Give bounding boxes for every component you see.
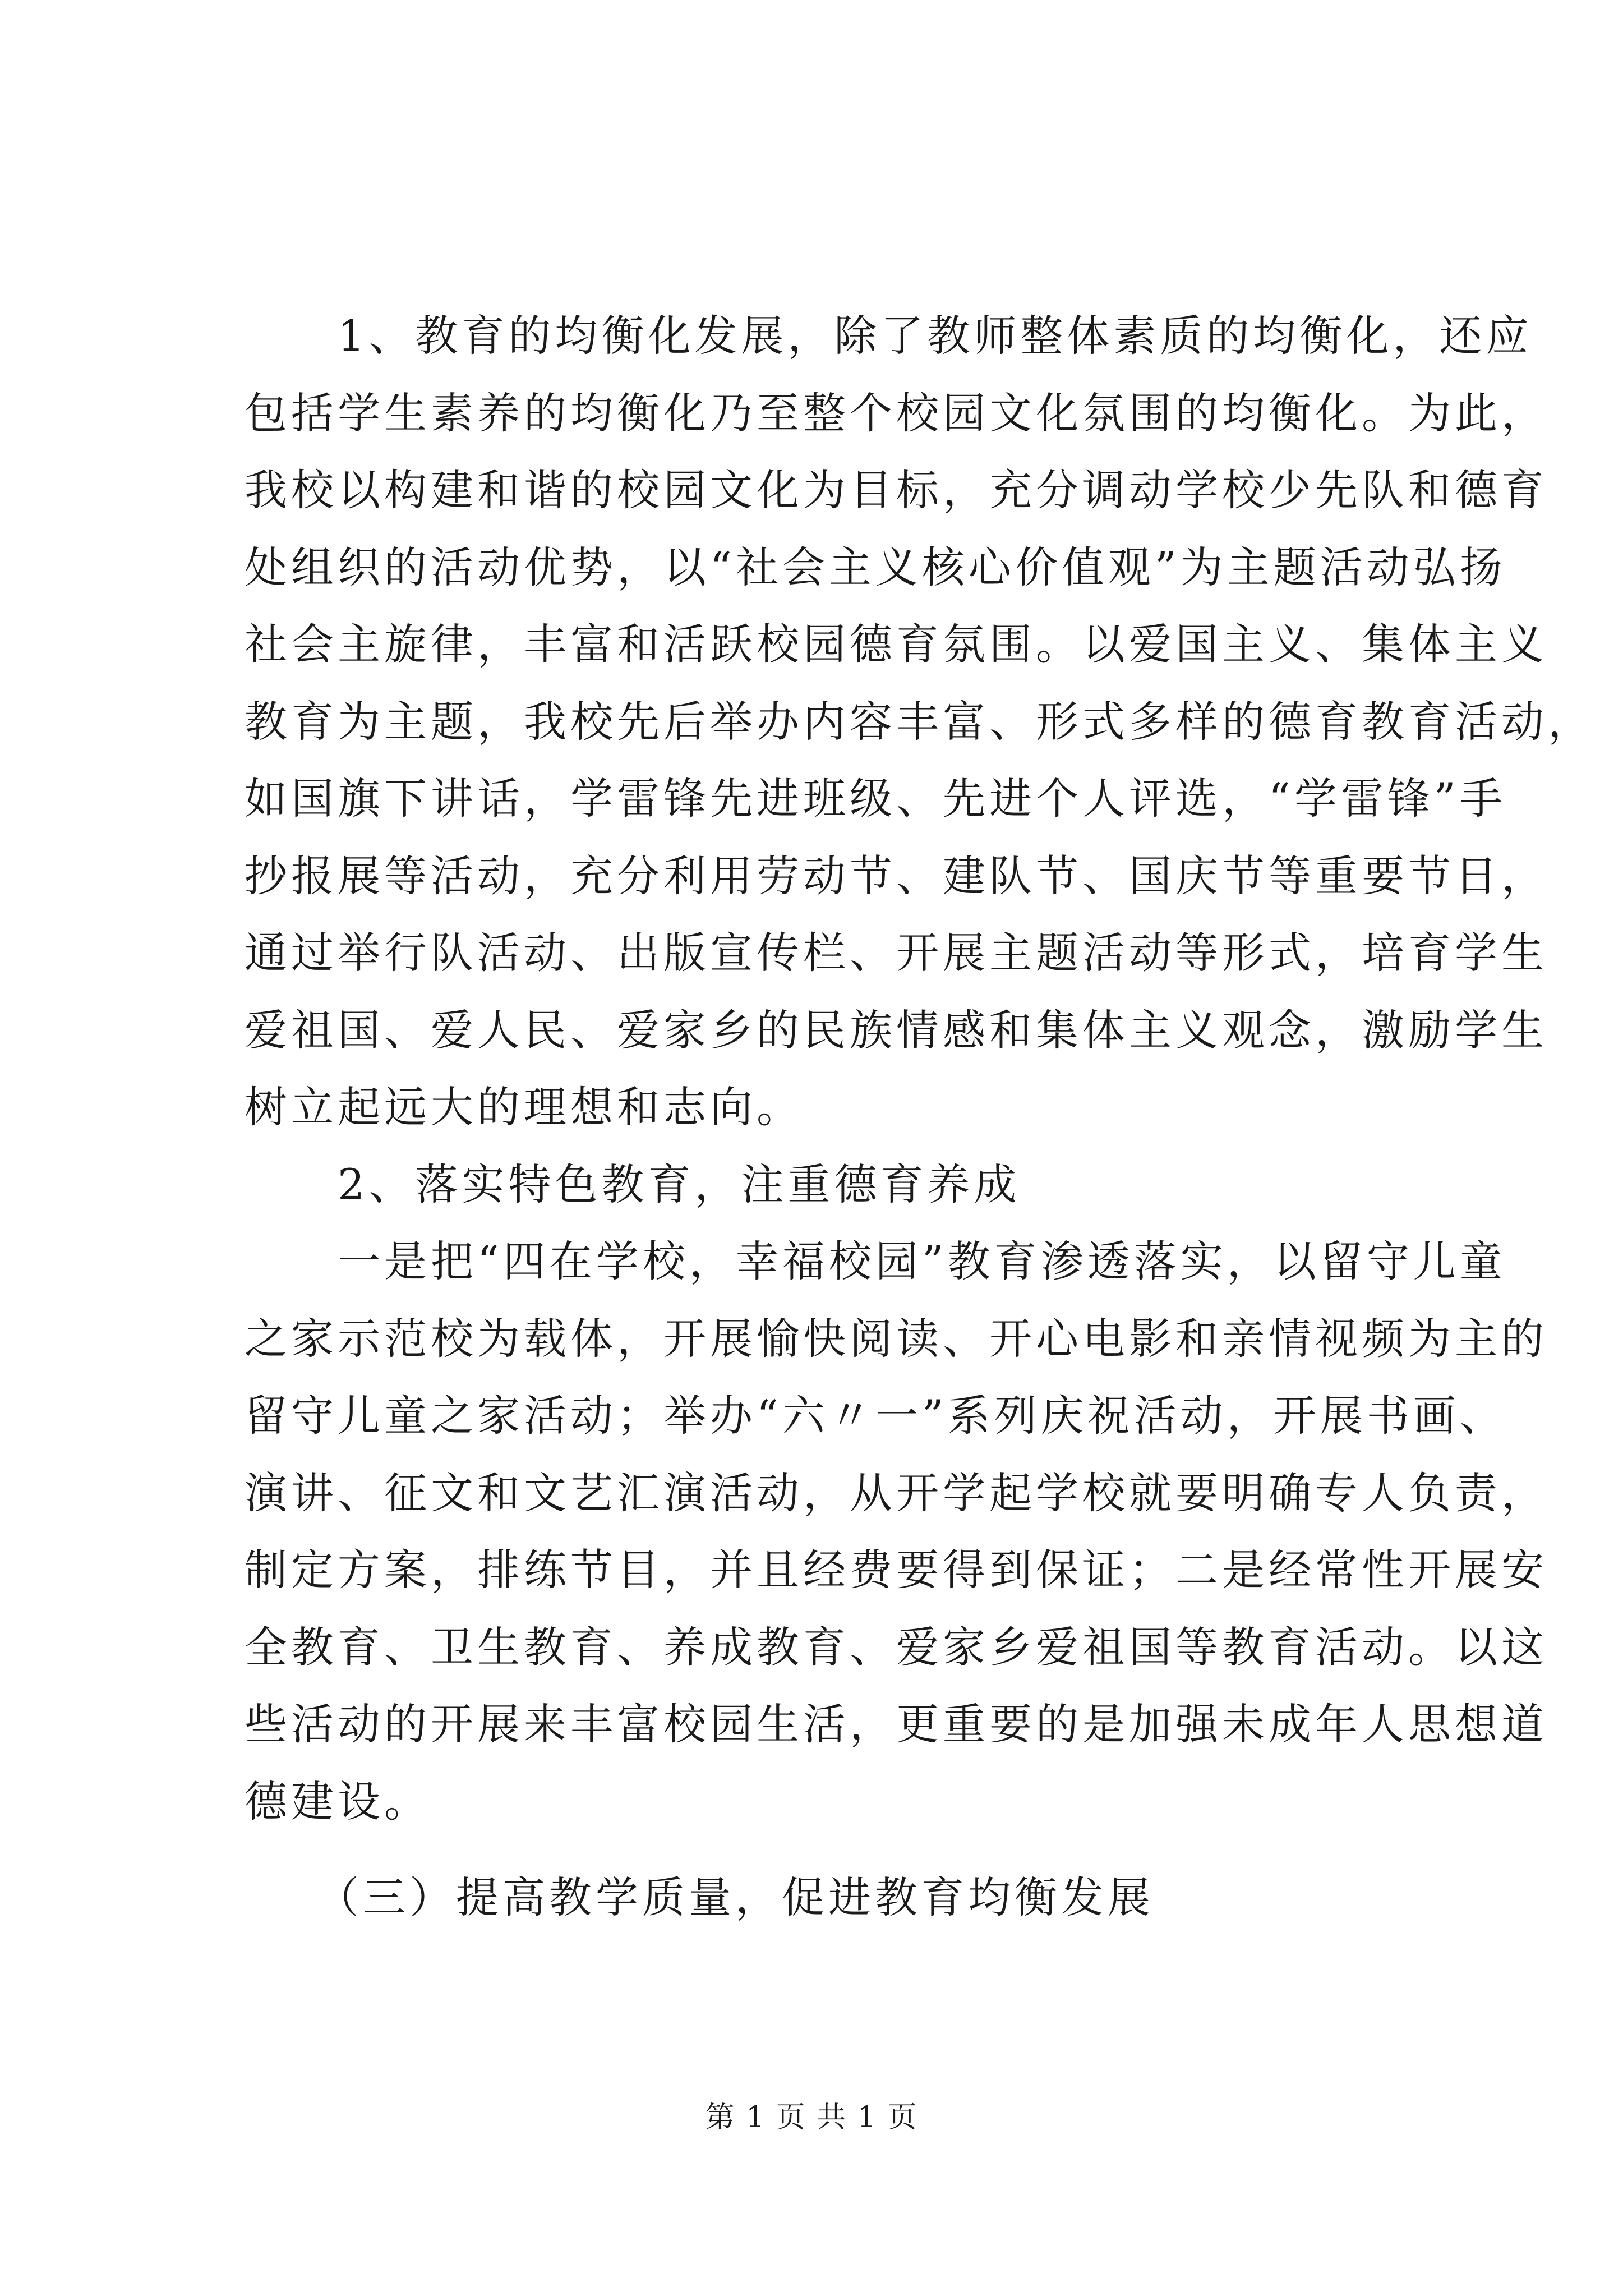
text-line: 演讲、征文和文艺汇演活动，从开学起学校就要明确专人负责， — [245, 1467, 1548, 1518]
text-line: 处组织的活动优势，以“社会主义核心价值观”为主题活动弘扬 — [245, 542, 1506, 592]
text-line: 留守儿童之家活动；举办“六〃一”系列庆祝活动，开展书画、 — [245, 1391, 1506, 1441]
text-line: 1、教育的均衡化发展，除了教师整体素质的均衡化，还应 — [245, 311, 1533, 361]
text-line: 包括学生素养的均衡化乃至整个校园文化氛围的均衡化。为此， — [245, 388, 1548, 438]
text-line: 教育为主题，我校先后举办内容丰富、形式多样的德育教育活动， — [245, 696, 1594, 747]
text-line: 如国旗下讲话，学雷锋先进班级、先进个人评选，“学雷锋”手 — [245, 774, 1506, 823]
text-line: 些活动的开展来丰富校园生活，更重要的是加强未成年人思想道 — [245, 1699, 1548, 1749]
text-line: 爱祖国、爱人民、爱家乡的民族情感和集体主义观念，激励学生 — [245, 1005, 1548, 1055]
text-line: 抄报展等活动，充分利用劳动节、建队节、国庆节等重要节日， — [245, 850, 1548, 901]
paragraph-2 — [245, 1146, 1427, 1223]
text-line: 树立起远大的理想和志向。 — [245, 1082, 803, 1132]
section-heading: 2、落实特色教育，注重德育养成 — [245, 1159, 1021, 1209]
text-line: 我校以构建和谐的校园文化为目标，充分调动学校少先队和德育 — [245, 465, 1548, 515]
document-body — [245, 297, 1594, 1936]
text-line: 全教育、卫生教育、养成教育、爱家乡爱祖国等教育活动。以这 — [245, 1622, 1548, 1672]
text-line: 一是把“四在学校，幸福校园”教育渗透落实，以留守儿童 — [245, 1236, 1506, 1286]
text-line: 社会主旋律，丰富和活跃校园德育氛围。以爱国主义、集体主义 — [245, 619, 1548, 669]
text-line: 制定方案，排练节目，并且经费要得到保证；二是经常性开展安 — [245, 1545, 1548, 1595]
text-line: 之家示范校为载体，开展愉快阅读、开心电影和亲情视频为主的 — [245, 1313, 1548, 1364]
paragraph-1 — [245, 297, 1594, 1146]
text-line: 通过举行队活动、出版宣传栏、开展主题活动等形式，培育学生 — [245, 928, 1548, 978]
section-heading: （三）提高教学质量，促进教育均衡发展 — [245, 1872, 1154, 1922]
page-footer: 第 1 页 共 1 页 — [705, 2101, 918, 2134]
text-line: 德建设。 — [245, 1776, 431, 1826]
paragraph-4 — [245, 1859, 1427, 1936]
paragraph-3 — [245, 1223, 1548, 1840]
